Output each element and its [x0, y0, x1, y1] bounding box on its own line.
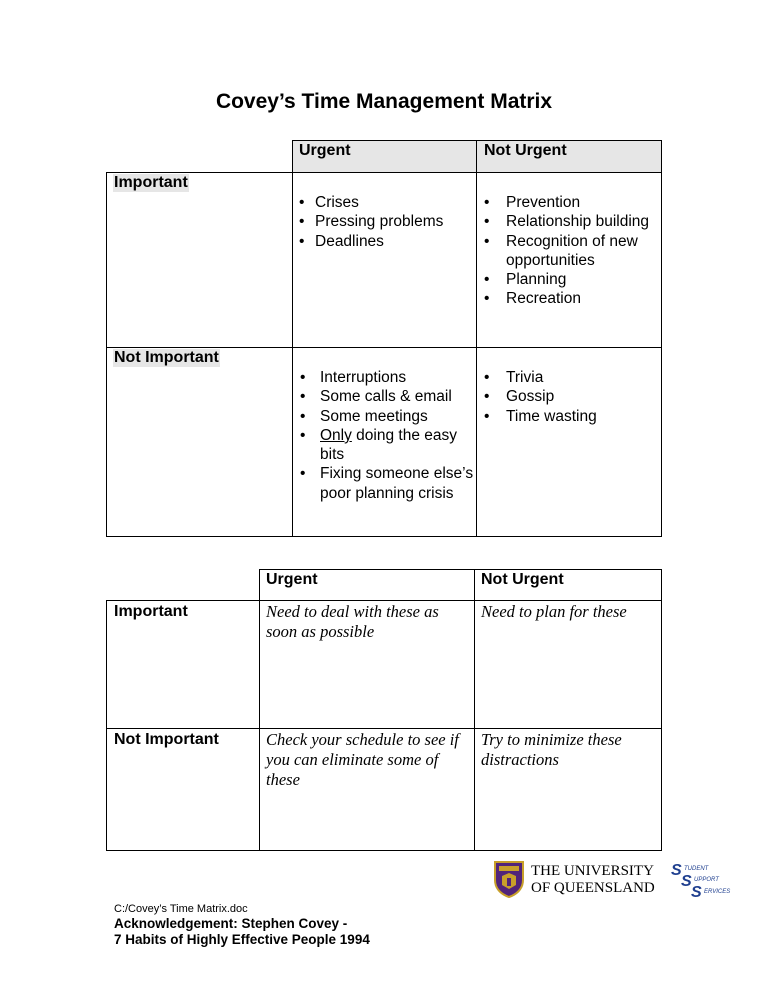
not-important-not-urgent-list	[482, 368, 660, 426]
list-item: • Interruptions	[298, 368, 474, 387]
ack-line-2: 7 Habits of Highly Effective People 1994	[114, 932, 370, 947]
list-item	[298, 426, 474, 465]
cell-important-urgent: Need to deal with these as soon as possible	[266, 602, 439, 641]
sss-letter-s2: S	[681, 873, 692, 890]
sss-letter-s3: S	[691, 884, 702, 901]
page-title: Covey’s Time Management Matrix	[215, 90, 553, 113]
important-not-urgent-list	[482, 193, 660, 309]
list-item: • Trivia	[482, 368, 660, 387]
list-item: • Gossip	[482, 387, 660, 406]
uq-line-1: THE UNIVERSITY	[531, 863, 654, 879]
list-item-text: doing the easy bits	[320, 426, 458, 464]
col-header-not-urgent: Not Urgent	[481, 571, 564, 588]
uq-wordmark	[531, 863, 655, 897]
list-item: • Pressing problems	[297, 212, 473, 231]
uq-line-2: OF QUEENSLAND	[531, 880, 655, 896]
cell-not-important-not-urgent: Try to minimize these distractions	[481, 730, 622, 769]
footer-filename: C:/Covey’s Time Matrix.doc	[114, 903, 248, 915]
ack-line-1: Acknowledgement: Stephen Covey -	[114, 916, 348, 931]
uq-crest-icon	[493, 860, 525, 898]
list-item: • Deadlines	[297, 232, 473, 251]
list-item: • Crises	[297, 193, 473, 212]
cell-not-important-urgent: Check your schedule to see if you can eliminate some of these	[266, 730, 459, 789]
list-item: • Some meetings	[298, 407, 474, 426]
col-header-urgent: Urgent	[299, 142, 351, 159]
sss-word-1: TUDENT	[684, 866, 709, 872]
row-header-not-important: Not Important	[114, 731, 219, 748]
list-item: • Fixing someone else’s poor planning crisis	[298, 464, 474, 503]
sss-word-3: ERVICES	[704, 889, 731, 895]
underlined-word: Only	[320, 426, 352, 444]
row-header-important: Important	[114, 174, 188, 191]
footer-acknowledgement	[114, 916, 370, 948]
sss-letter-s1: S	[671, 862, 682, 879]
sss-word-2: UPPORT	[694, 877, 719, 883]
list-item: • Prevention	[482, 193, 660, 212]
important-urgent-list	[297, 193, 473, 251]
list-item: • Time wasting	[482, 407, 660, 426]
sss-logo	[668, 862, 738, 904]
col-header-urgent: Urgent	[266, 571, 318, 588]
list-item: • Recreation	[482, 289, 660, 308]
not-important-urgent-list	[298, 368, 474, 503]
row-header-important: Important	[114, 603, 188, 620]
list-item: • Relationship building	[482, 212, 660, 231]
list-item: • Some calls & email	[298, 387, 474, 406]
cell-important-not-urgent: Need to plan for these	[481, 602, 627, 621]
col-header-not-urgent: Not Urgent	[484, 142, 567, 159]
row-header-not-important: Not Important	[114, 349, 219, 366]
list-item: • Planning	[482, 270, 660, 289]
list-item: • Recognition of new opportunities	[482, 232, 660, 271]
